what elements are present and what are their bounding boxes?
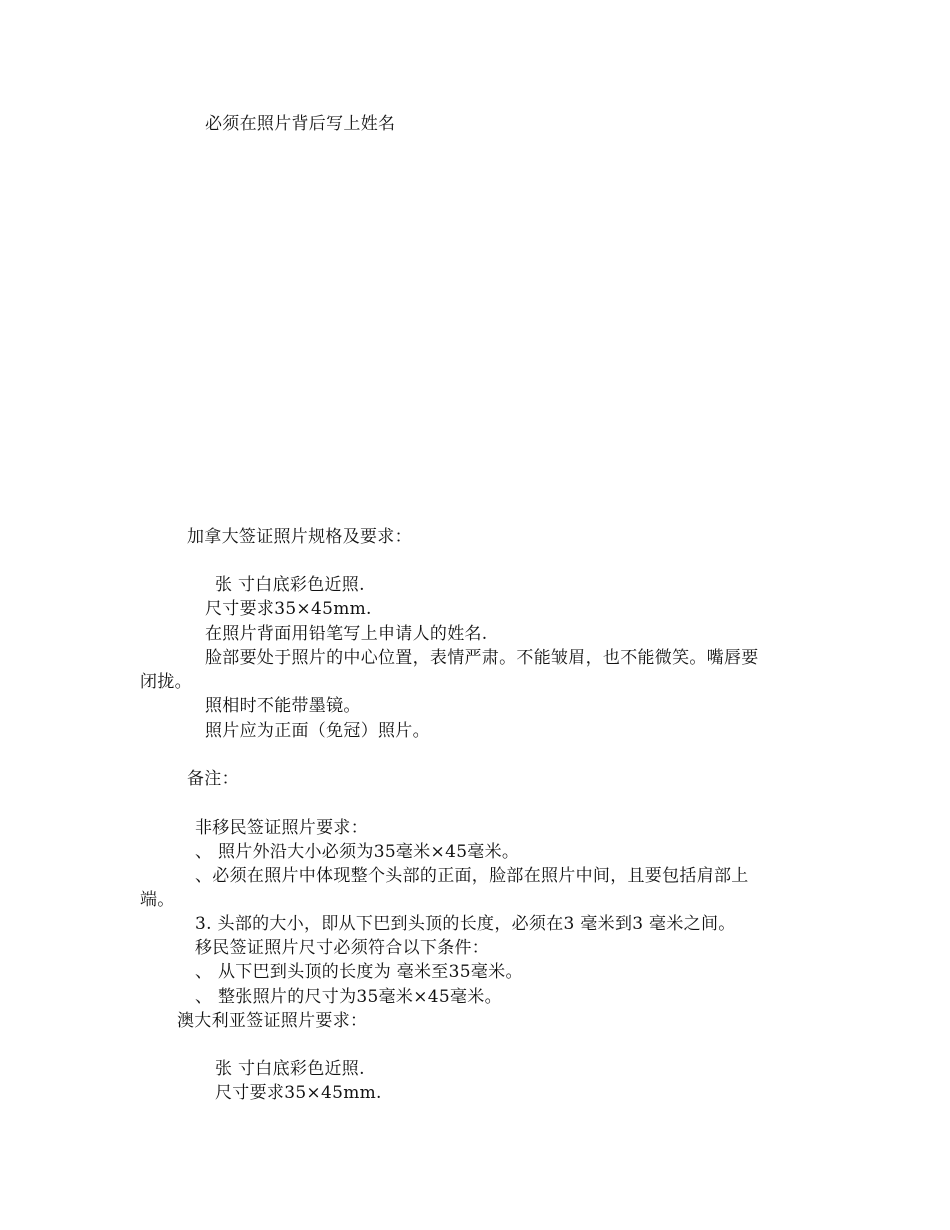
canada-item-6: 照片应为正面（免冠）照片。 xyxy=(205,721,430,741)
top-note: 必须在照片背后写上姓名 xyxy=(205,114,396,134)
canada-item-4-cont: 闭拢。 xyxy=(140,672,192,692)
remarks-label: 备注： xyxy=(187,769,239,789)
canada-item-5: 照相时不能带墨镜。 xyxy=(205,696,361,716)
australia-heading: 澳大利亚签证照片要求： xyxy=(177,1011,368,1031)
canada-item-1: 张 寸白底彩色近照. xyxy=(215,575,365,595)
non-immigrant-item-2-cont: 端。 xyxy=(140,890,175,910)
canada-item-2: 尺寸要求35×45mm. xyxy=(205,599,372,619)
immigrant-heading: 移民签证照片尺寸必须符合以下条件： xyxy=(195,938,490,958)
immigrant-item-2: 、 整张照片的尺寸为35毫米×45毫米。 xyxy=(195,987,502,1007)
australia-item-2: 尺寸要求35×45mm. xyxy=(215,1083,382,1103)
immigrant-item-1: 、 从下巴到头顶的长度为 毫米至35毫米。 xyxy=(195,962,523,982)
canada-item-4: 脸部要处于照片的中心位置，表情严肃。不能皱眉，也不能微笑。嘴唇要 xyxy=(205,648,759,668)
non-immigrant-heading: 非移民签证照片要求： xyxy=(195,818,368,838)
non-immigrant-item-3: 3. 头部的大小，即从下巴到头顶的长度，必须在3 毫米到3 毫米之间。 xyxy=(195,914,736,934)
canada-heading: 加拿大签证照片规格及要求： xyxy=(187,527,412,547)
non-immigrant-item-2: 、必须在照片中体现整个头部的正面，脸部在照片中间，且要包括肩部上 xyxy=(195,866,749,886)
non-immigrant-item-1: 、 照片外沿大小必须为35毫米×45毫米。 xyxy=(195,842,520,862)
canada-item-3: 在照片背面用铅笔写上申请人的姓名. xyxy=(205,624,488,644)
australia-item-1: 张 寸白底彩色近照. xyxy=(215,1059,365,1079)
